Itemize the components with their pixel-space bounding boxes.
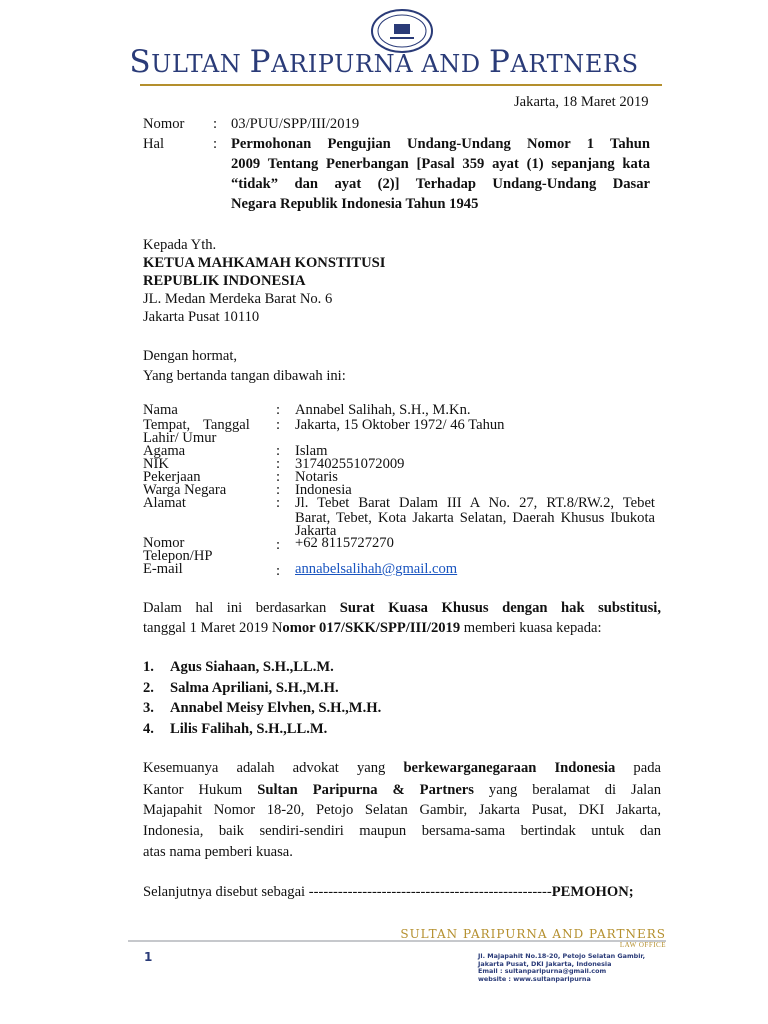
- recipient-city: Jakarta Pusat 10110: [143, 309, 260, 325]
- hal-colon: :: [213, 136, 218, 152]
- email-colon: :: [276, 563, 281, 579]
- advocate-number-3: 3.: [143, 700, 154, 716]
- nomor-colon: :: [213, 116, 218, 132]
- pemohon-line: Selanjutnya disebut sebagai --------------------------------------------------PEMOHON;: [143, 884, 634, 900]
- footer-address: [478, 953, 678, 983]
- recipient-line-1: KETUA MAHKAMAH KONSTITUSI: [143, 255, 386, 271]
- nomor-value: 03/PUU/SPP/III/2019: [231, 116, 360, 132]
- recipient-line-2: REPUBLIK INDONESIA: [143, 273, 306, 289]
- recipient-street: JL. Medan Merdeka Barat No. 6: [143, 291, 333, 307]
- agama-colon: :: [276, 443, 281, 459]
- closing-line-1: Kesemuanya adalah advokat yang berkewarganegaraan Indonesia pada: [143, 760, 661, 776]
- footer-address-line: Jl. Majapahit No.18-20, Petojo Selatan Gambir,: [478, 952, 646, 960]
- pekerjaan-label: Pekerjaan: [143, 469, 201, 485]
- greeting: Dengan hormat,: [143, 348, 238, 364]
- intro-text: Yang bertanda tangan dibawah ini:: [143, 368, 346, 384]
- recipient-salutation: Kepada Yth.: [143, 237, 217, 253]
- kuasa-line-1: Dalam hal ini berdasarkan Surat Kuasa Khusus dengan hak substitusi,: [143, 600, 661, 616]
- hal-label: Hal: [143, 136, 165, 152]
- closing-line-2: Kantor Hukum Sultan Paripurna & Partners yang beralamat di Jalan: [143, 782, 662, 798]
- agama-label: Agama: [143, 443, 186, 459]
- nomor-label: Nomor: [143, 116, 185, 132]
- ttl-colon: :: [276, 417, 281, 433]
- email-label: E-mail: [143, 561, 183, 577]
- hal-line-1: Permohonan Pengujian Undang-Undang Nomor 1 Tahun: [231, 136, 650, 152]
- footer-brand: SULTAN PARIPURNA AND PARTNERS: [400, 927, 666, 941]
- closing-line-5: atas nama pemberi kuasa.: [143, 844, 293, 860]
- alamat-label: Alamat: [143, 495, 186, 511]
- footer-subtitle: LAW OFFICE: [619, 941, 666, 949]
- nik-value: 317402551072009: [295, 456, 405, 472]
- alamat-line-3: Jakarta: [295, 523, 337, 539]
- nama-label: Nama: [143, 402, 178, 418]
- warga-label: Warga Negara: [143, 482, 227, 498]
- ttl-label-3: Lahir/ Umur: [143, 430, 217, 446]
- email-link[interactable]: annabelsalihah@gmail.com: [295, 561, 458, 577]
- nama-value: Annabel Salihah, S.H., M.Kn.: [295, 402, 471, 418]
- advocate-number-1: 1.: [143, 659, 154, 675]
- advocate-item: Annabel Meisy Elvhen, S.H.,M.H.: [170, 700, 382, 716]
- closing-line-4: Indonesia, baik sendiri-sendiri maupun bersama-sama bertindak untuk dan: [143, 823, 661, 839]
- ttl-label-1: Tempat,: [143, 417, 191, 433]
- hal-line-4: Negara Republik Indonesia Tahun 1945: [231, 196, 479, 212]
- kuasa-line-2: tanggal 1 Maret 2019 Nomor 017/SKK/SPP/III/2019 memberi kuasa kepada:: [143, 620, 602, 636]
- advocate-item: Agus Siahaan, S.H.,LL.M.: [170, 659, 334, 675]
- advocate-number-4: 4.: [143, 721, 154, 737]
- alamat-line-1: Jl. Tebet Barat Dalam III A No. 27, RT.8/RW.2, Tebet: [295, 495, 655, 511]
- advocate-number-2: 2.: [143, 680, 154, 696]
- telp-value: +62 8115727270: [295, 535, 394, 551]
- agama-value: Islam: [295, 443, 328, 459]
- page-number: 1: [144, 950, 153, 964]
- telp-label-2: Telepon/HP: [143, 548, 213, 564]
- nik-colon: :: [276, 456, 281, 472]
- place-date: Jakarta, 18 Maret 2019: [514, 94, 649, 110]
- nik-label: NIK: [143, 456, 169, 472]
- warga-value: Indonesia: [295, 482, 352, 498]
- footer-email: Email : sultanparipurna@gmail.com: [478, 967, 607, 976]
- telp-colon: :: [276, 537, 281, 553]
- ttl-label-2: Tanggal: [203, 417, 250, 433]
- hal-line-2: 2009 Tentang Penerbangan [Pasal 359 ayat (1) sepanjang kata: [231, 156, 650, 172]
- advocate-item: Lilis Falihah, S.H.,LL.M.: [170, 721, 328, 737]
- pekerjaan-colon: :: [276, 469, 281, 485]
- footer-address-line: Jakarta Pusat, DKI Jakarta, Indonesia: [478, 959, 612, 968]
- firm-brand-title: SULTAN PARIPURNA AND PARTNERS: [129, 44, 639, 80]
- advocate-item: Salma Apriliani, S.H.,M.H.: [170, 680, 339, 696]
- closing-line-3: Majapahit Nomor 18-20, Petojo Selatan Gambir, Jakarta Pusat, DKI Jakarta,: [143, 802, 661, 818]
- warga-colon: :: [276, 482, 281, 498]
- telp-label-1: Nomor: [143, 535, 185, 551]
- alamat-line-2: Barat, Tebet, Kota Jakarta Selatan, Daerah Khusus Ibukota: [295, 510, 655, 526]
- header-divider: [140, 84, 662, 86]
- hal-line-3: “tidak” dan ayat (2)] Terhadap Undang-Undang Dasar: [231, 176, 650, 192]
- nama-colon: :: [276, 402, 281, 418]
- alamat-colon: :: [276, 495, 281, 511]
- footer-website: website : www.sultanparipurna: [478, 974, 591, 983]
- ttl-value: Jakarta, 15 Oktober 1972/ 46 Tahun: [295, 417, 505, 433]
- pekerjaan-value: Notaris: [295, 469, 338, 485]
